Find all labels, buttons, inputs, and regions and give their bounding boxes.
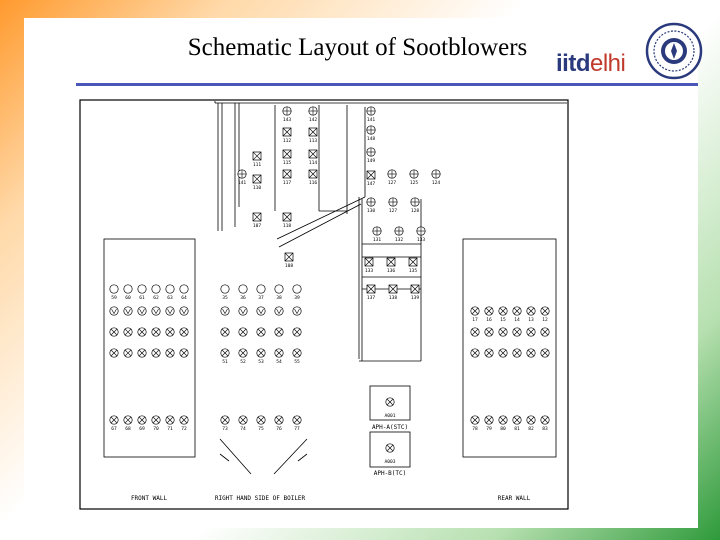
sootblower-number: 67 xyxy=(111,427,117,432)
sootblower-symbol xyxy=(432,170,440,178)
sootblower-number: 130 xyxy=(366,209,376,214)
sootblower-number: 136 xyxy=(386,269,396,274)
sootblower-symbol xyxy=(152,285,160,293)
sootblower-symbol xyxy=(389,285,397,293)
sootblower-symbol xyxy=(138,416,146,424)
sootblower-symbol xyxy=(124,307,132,315)
sootblower-number: 141 xyxy=(366,118,376,123)
sootblower-symbol xyxy=(180,285,188,293)
sootblower-symbol xyxy=(387,258,395,266)
sootblower-symbol xyxy=(275,416,283,424)
sootblower-number: 15 xyxy=(500,318,506,323)
sootblower-symbol xyxy=(485,328,493,336)
sootblower-number: 107 xyxy=(252,224,262,229)
sootblower-symbol xyxy=(110,328,118,336)
sootblower-number: 143 xyxy=(282,118,292,123)
sootblower-number: 125 xyxy=(409,181,419,186)
sootblower-symbol xyxy=(180,349,188,357)
sootblower-symbol xyxy=(471,349,479,357)
sootblower-symbol xyxy=(293,328,301,336)
sootblower-number: 108 xyxy=(284,264,294,269)
sootblower-symbol xyxy=(221,349,229,357)
sootblower-symbol xyxy=(257,328,265,336)
sootblower-symbol xyxy=(253,175,261,183)
sootblower-symbol xyxy=(124,416,132,424)
sootblower-symbol xyxy=(309,107,317,115)
sootblower-symbol xyxy=(513,349,521,357)
sootblower-number: 132 xyxy=(394,238,404,243)
sootblower-number: 117 xyxy=(282,181,292,186)
sootblower-number: 111 xyxy=(252,163,262,168)
sootblower-symbol xyxy=(388,170,396,178)
sootblower-symbol xyxy=(365,258,373,266)
sootblower-symbol xyxy=(411,198,419,206)
sootblower-number: 62 xyxy=(153,296,159,301)
sootblower-number: 79 xyxy=(486,427,492,432)
sootblower-symbol xyxy=(152,307,160,315)
sootblower-symbol xyxy=(309,170,317,178)
sootblower-number: 12 xyxy=(542,318,548,323)
sootblower-symbol xyxy=(110,285,118,293)
sootblower-symbol xyxy=(257,349,265,357)
aph-a-number: A001 xyxy=(384,414,396,419)
sootblower-symbol xyxy=(499,307,507,315)
sootblower-symbol xyxy=(283,150,291,158)
sootblower-symbol xyxy=(367,107,375,115)
sootblower-number: 37 xyxy=(258,296,264,301)
sootblower-symbol xyxy=(541,328,549,336)
sootblower-symbol xyxy=(239,307,247,315)
sootblower-number: 142 xyxy=(308,118,318,123)
sootblower-number: 55 xyxy=(294,360,300,365)
sootblower-number: 80 xyxy=(500,427,506,432)
sootblower-symbol xyxy=(257,416,265,424)
sootblower-symbol xyxy=(541,349,549,357)
sootblower-number: 16 xyxy=(486,318,492,323)
sootblower-symbol xyxy=(239,349,247,357)
aph-b-number: A003 xyxy=(384,460,396,465)
sootblower-symbol xyxy=(471,416,479,424)
sootblower-number: 73 xyxy=(222,427,228,432)
sootblower-symbol xyxy=(166,349,174,357)
sootblower-number: 114 xyxy=(308,161,318,166)
sootblower-symbol xyxy=(138,285,146,293)
sootblower-symbol xyxy=(485,416,493,424)
sootblower-symbol xyxy=(386,444,394,452)
sootblower-number: 76 xyxy=(276,427,282,432)
title-underline xyxy=(76,83,698,86)
sootblower-number: 78 xyxy=(472,427,478,432)
iit-delhi-seal-icon xyxy=(645,22,703,80)
sootblower-symbol xyxy=(152,416,160,424)
sootblower-symbol xyxy=(527,349,535,357)
sootblower-number: 113 xyxy=(308,139,318,144)
sootblower-number: 147 xyxy=(366,182,376,187)
sootblower-symbol xyxy=(499,328,507,336)
sootblower-symbol xyxy=(541,307,549,315)
sootblower-number: 60 xyxy=(125,296,131,301)
sootblower-symbol xyxy=(166,307,174,315)
sootblower-symbol xyxy=(411,285,419,293)
sootblower-symbol xyxy=(499,349,507,357)
sootblower-number: 68 xyxy=(125,427,131,432)
sootblower-number: 36 xyxy=(240,296,246,301)
sootblower-number: 138 xyxy=(388,296,398,301)
sootblower-symbol xyxy=(253,213,261,221)
sootblower-number: 13 xyxy=(528,318,534,323)
aph-b-label: APH-B(TC) xyxy=(373,470,407,477)
sootblower-symbol xyxy=(138,328,146,336)
sootblower-number: 83 xyxy=(542,427,548,432)
sootblower-symbol xyxy=(367,198,375,206)
sootblower-symbol xyxy=(367,171,375,179)
sootblower-symbol xyxy=(499,416,507,424)
sootblower-symbol xyxy=(285,253,293,261)
sootblower-symbol xyxy=(513,416,521,424)
sootblower-number: 39 xyxy=(294,296,300,301)
sootblower-symbol xyxy=(541,416,549,424)
sootblower-symbol xyxy=(309,150,317,158)
sootblower-symbol xyxy=(138,349,146,357)
sootblower-symbol xyxy=(283,170,291,178)
sootblower-symbol xyxy=(110,349,118,357)
sootblower-symbol xyxy=(275,285,283,293)
sootblower-symbol xyxy=(283,128,291,136)
sootblower-symbol xyxy=(166,416,174,424)
right-side-label: RIGHT HAND SIDE OF BOILER xyxy=(214,495,306,502)
sootblower-number: 64 xyxy=(181,296,187,301)
sootblower-symbol xyxy=(485,349,493,357)
sootblower-symbol xyxy=(180,307,188,315)
sootblower-number: 53 xyxy=(258,360,264,365)
sootblower-symbol xyxy=(367,148,375,156)
sootblower-symbol xyxy=(513,328,521,336)
sootblower-number: 81 xyxy=(514,427,520,432)
sootblower-symbol xyxy=(293,416,301,424)
sootblower-number: 135 xyxy=(408,269,418,274)
sootblower-number: 75 xyxy=(258,427,264,432)
sootblower-number: 74 xyxy=(240,427,246,432)
sootblower-number: 127 xyxy=(388,209,398,214)
sootblower-symbol xyxy=(409,258,417,266)
sootblower-symbol xyxy=(221,307,229,315)
sootblower-number: 77 xyxy=(294,427,300,432)
sootblower-symbol xyxy=(309,128,317,136)
sootblower-symbol xyxy=(410,170,418,178)
sootblower-symbol xyxy=(124,328,132,336)
sootblower-symbol xyxy=(152,349,160,357)
sootblower-number: 133 xyxy=(416,238,426,243)
sootblower-number: 17 xyxy=(472,318,478,323)
sootblower-symbol xyxy=(275,328,283,336)
sootblower-number: 61 xyxy=(139,296,145,301)
sootblower-symbol xyxy=(221,416,229,424)
sootblower-symbol xyxy=(257,285,265,293)
sootblower-number: 112 xyxy=(282,139,292,144)
sootblower-number: 59 xyxy=(111,296,117,301)
sootblower-symbol xyxy=(367,285,375,293)
sootblower-number: 149 xyxy=(366,159,376,164)
sootblower-symbol xyxy=(373,227,381,235)
logo-part1: iitd xyxy=(556,50,590,77)
sootblower-schematic xyxy=(79,99,569,510)
sootblower-number: 69 xyxy=(139,427,145,432)
sootblower-number: 14 xyxy=(514,318,520,323)
sootblower-number: 148 xyxy=(366,137,376,142)
sootblower-number: 115 xyxy=(282,161,292,166)
sootblower-symbol xyxy=(221,328,229,336)
sootblower-symbol xyxy=(180,416,188,424)
sootblower-symbol xyxy=(293,307,301,315)
sootblower-symbol xyxy=(124,285,132,293)
sootblower-number: 128 xyxy=(410,209,420,214)
sootblower-symbol xyxy=(180,328,188,336)
institution-logo-text xyxy=(556,50,625,78)
sootblower-symbol xyxy=(166,328,174,336)
sootblower-symbol xyxy=(166,285,174,293)
sootblower-number: 35 xyxy=(222,296,228,301)
sootblower-symbol xyxy=(253,152,261,160)
sootblower-symbol xyxy=(238,170,246,178)
sootblower-number: 116 xyxy=(308,181,318,186)
sootblower-symbol xyxy=(275,349,283,357)
logo-part2: elhi xyxy=(590,50,626,77)
sootblower-number: 70 xyxy=(153,427,159,432)
sootblower-number: 137 xyxy=(366,296,376,301)
sootblower-symbol xyxy=(275,307,283,315)
sootblower-number: 133 xyxy=(364,269,374,274)
sootblower-symbol xyxy=(152,328,160,336)
sootblower-number: 38 xyxy=(276,296,282,301)
sootblower-number: 71 xyxy=(167,427,173,432)
sootblower-number: 63 xyxy=(167,296,173,301)
sootblower-number: 51 xyxy=(222,360,228,365)
sootblower-symbol xyxy=(283,107,291,115)
sootblower-symbol xyxy=(239,285,247,293)
sootblower-number: 139 xyxy=(410,296,420,301)
sootblower-number: 127 xyxy=(387,181,397,186)
sootblower-symbol xyxy=(367,126,375,134)
sootblower-symbol xyxy=(110,416,118,424)
sootblower-number: 124 xyxy=(431,181,441,186)
sootblower-symbol xyxy=(239,328,247,336)
sootblower-symbol xyxy=(138,307,146,315)
sootblower-symbol xyxy=(110,307,118,315)
sootblower-symbol xyxy=(527,307,535,315)
sootblower-symbol xyxy=(395,227,403,235)
sootblower-symbol xyxy=(527,328,535,336)
sootblower-symbol xyxy=(485,307,493,315)
aph-a-label: APH-A(STC) xyxy=(371,424,409,431)
sootblower-symbol xyxy=(293,285,301,293)
sootblower-number: 141 xyxy=(237,181,247,186)
rear-wall-label: REAR WALL xyxy=(497,495,531,502)
sootblower-symbol xyxy=(471,328,479,336)
sootblower-symbol xyxy=(293,349,301,357)
sootblower-symbol xyxy=(221,285,229,293)
sootblower-symbol xyxy=(283,213,291,221)
sootblower-symbol xyxy=(471,307,479,315)
sootblower-symbol xyxy=(527,416,535,424)
sootblower-number: 131 xyxy=(372,238,382,243)
sootblower-symbol xyxy=(386,398,394,406)
sootblower-number: 52 xyxy=(240,360,246,365)
sootblower-number: 82 xyxy=(528,427,534,432)
sootblower-number: 110 xyxy=(252,186,262,191)
sootblower-symbol xyxy=(417,227,425,235)
slide-title: Schematic Layout of Sootblowers xyxy=(187,34,528,61)
front-wall-label: FRONT WALL xyxy=(130,495,168,502)
sootblower-symbol xyxy=(239,416,247,424)
sootblower-number: 72 xyxy=(181,427,187,432)
sootblower-symbol xyxy=(257,307,265,315)
sootblower-number: 54 xyxy=(276,360,282,365)
sootblower-symbol xyxy=(124,349,132,357)
sootblower-symbol xyxy=(389,198,397,206)
sootblower-number: 118 xyxy=(282,224,292,229)
sootblower-symbol xyxy=(513,307,521,315)
